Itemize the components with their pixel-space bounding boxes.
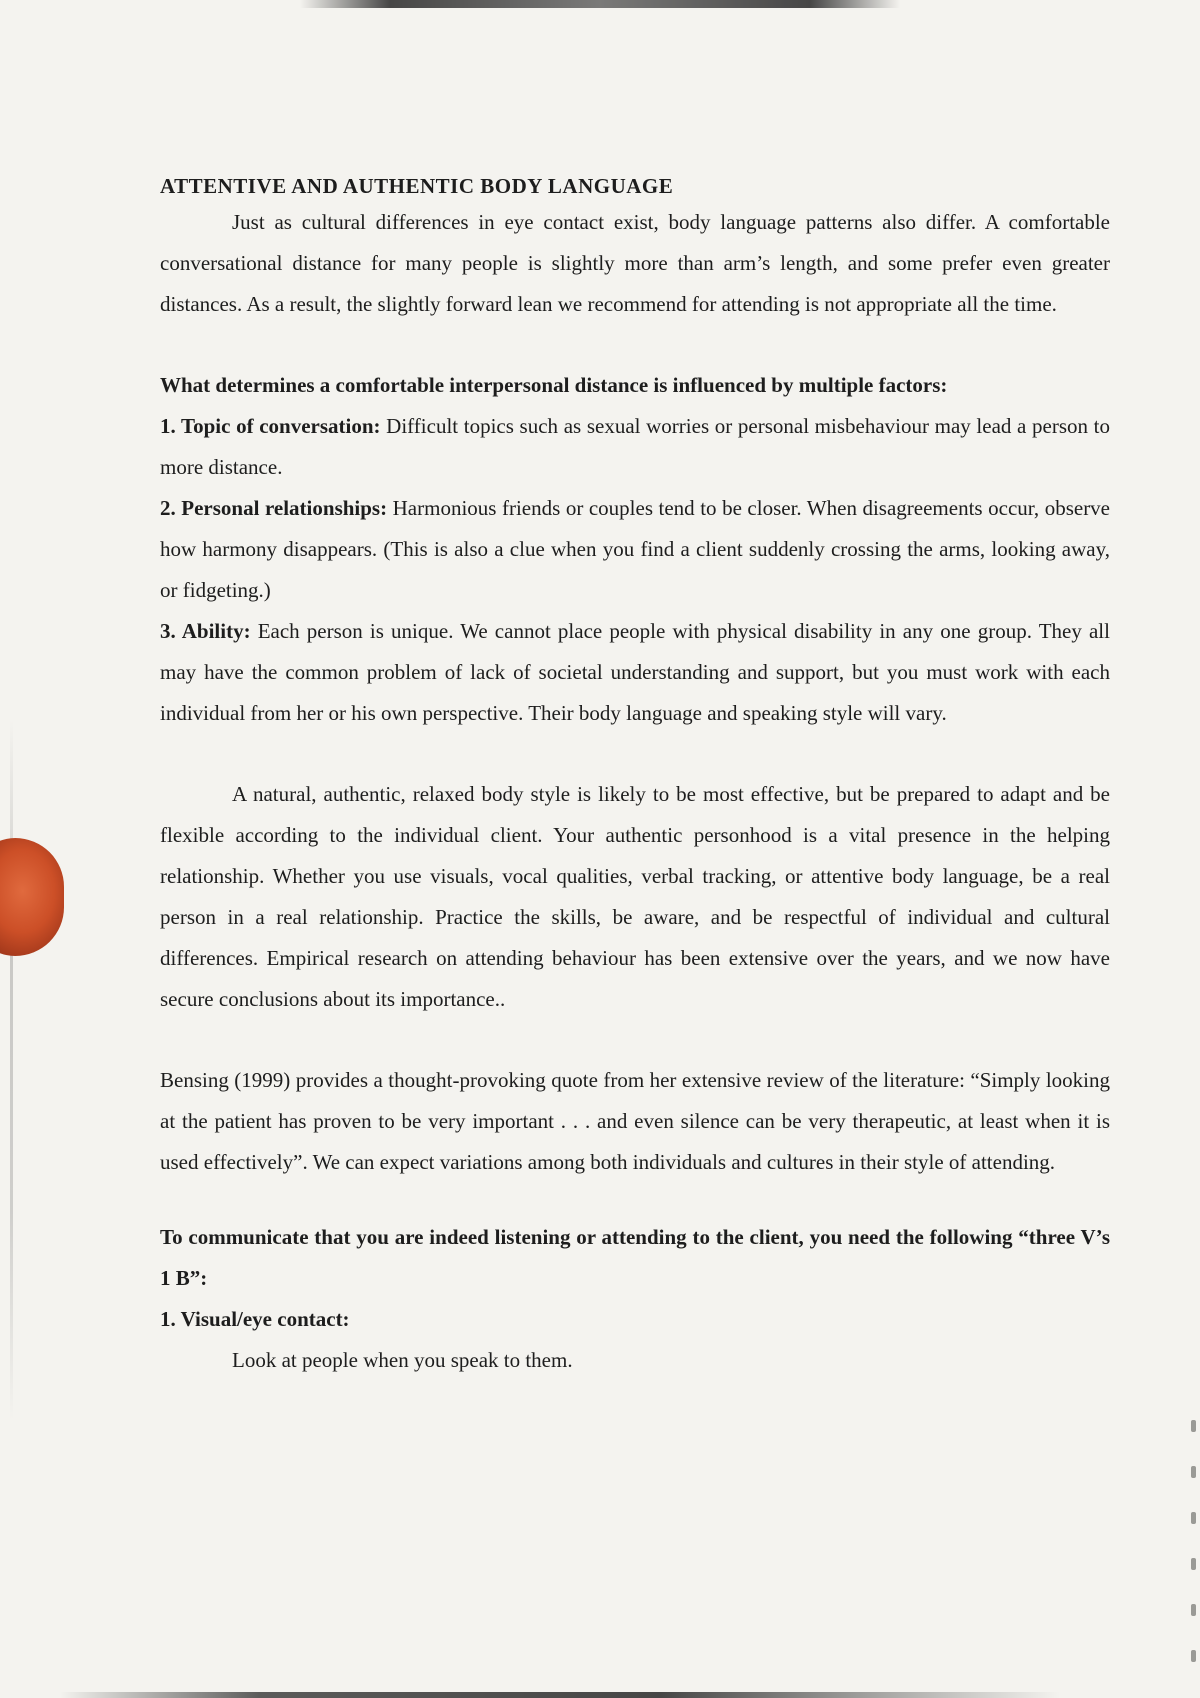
intro-paragraph: Just as cultural differences in eye contact exist, body language patterns also differ. A comfortable conversational distance for many people is slightly more than arm’s length, and some prefer even greater distances. As a result, the slightly forward lean we recommend for attending is not appropriate all the time. <box>160 210 1110 316</box>
factor-label: 2. Personal relationships: <box>160 496 388 520</box>
page-edge-shadow <box>10 720 13 1420</box>
section-heading: ATTENTIVE AND AUTHENTIC BODY LANGUAGE <box>160 174 674 198</box>
factor-item <box>160 611 1110 734</box>
scan-edge-top <box>300 0 900 8</box>
fingertip-photo-artifact <box>0 838 64 956</box>
factor-text: Each person is unique. We cannot place people with physical disability in any one group. They all may have the common problem of lack of societal understanding and support, but you must work with each individual from her or his own perspective. Their body language and speaking style will vary. <box>160 619 1110 725</box>
binding-marks <box>1184 1420 1196 1690</box>
factor-text: Harmonious friends or couples tend to be closer. When disagreements occur, observe how harmony disappears. (This is also a clue when you find a client suddenly crossing the arms, looking away, or fidgeting.) <box>160 496 1111 602</box>
scan-edge-bottom <box>60 1692 1060 1698</box>
bensing-paragraph: Bensing (1999) provides a thought-provoking quote from her extensive review of the literature: “Simply looking at the patient has proven to be very important . . . and even silence can be very therapeutic, at least when it is used effectively”. We can expect variations among both individuals and cultures in their style of attending. <box>160 1068 1110 1174</box>
natural-style-paragraph: A natural, authentic, relaxed body style is likely to be most effective, but be prepared to adapt and be flexible according to the individual client. Your authentic personhood is a vital presence in the helping relationship. Whether you use visuals, vocal qualities, verbal tracking, or attentive body language, be a real person in a real relationship. Practice the skills, be aware, and be respectful of individual and cultural differences. Empirical research on attending behaviour has been extensive over the years, and we now have secure conclusions about its importance.. <box>160 782 1110 1011</box>
factor-item <box>160 406 1110 488</box>
three-vs-heading: To communicate that you are indeed listening or attending to the client, you need the following “three V’s 1 B”: <box>160 1225 1110 1290</box>
document-body <box>160 170 1110 1381</box>
visual-heading: 1. Visual/eye contact: <box>160 1307 350 1331</box>
factor-item <box>160 488 1110 611</box>
factor-label: 1. Topic of conversation: <box>160 414 381 438</box>
visual-text: Look at people when you speak to them. <box>232 1348 573 1372</box>
factor-text: Difficult topics such as sexual worries or personal misbehaviour may lead a person to more distance. <box>160 414 1110 479</box>
factors-heading: What determines a comfortable interpersonal distance is influenced by multiple factors: <box>160 373 948 397</box>
factor-label: 3. Ability: <box>160 619 251 643</box>
